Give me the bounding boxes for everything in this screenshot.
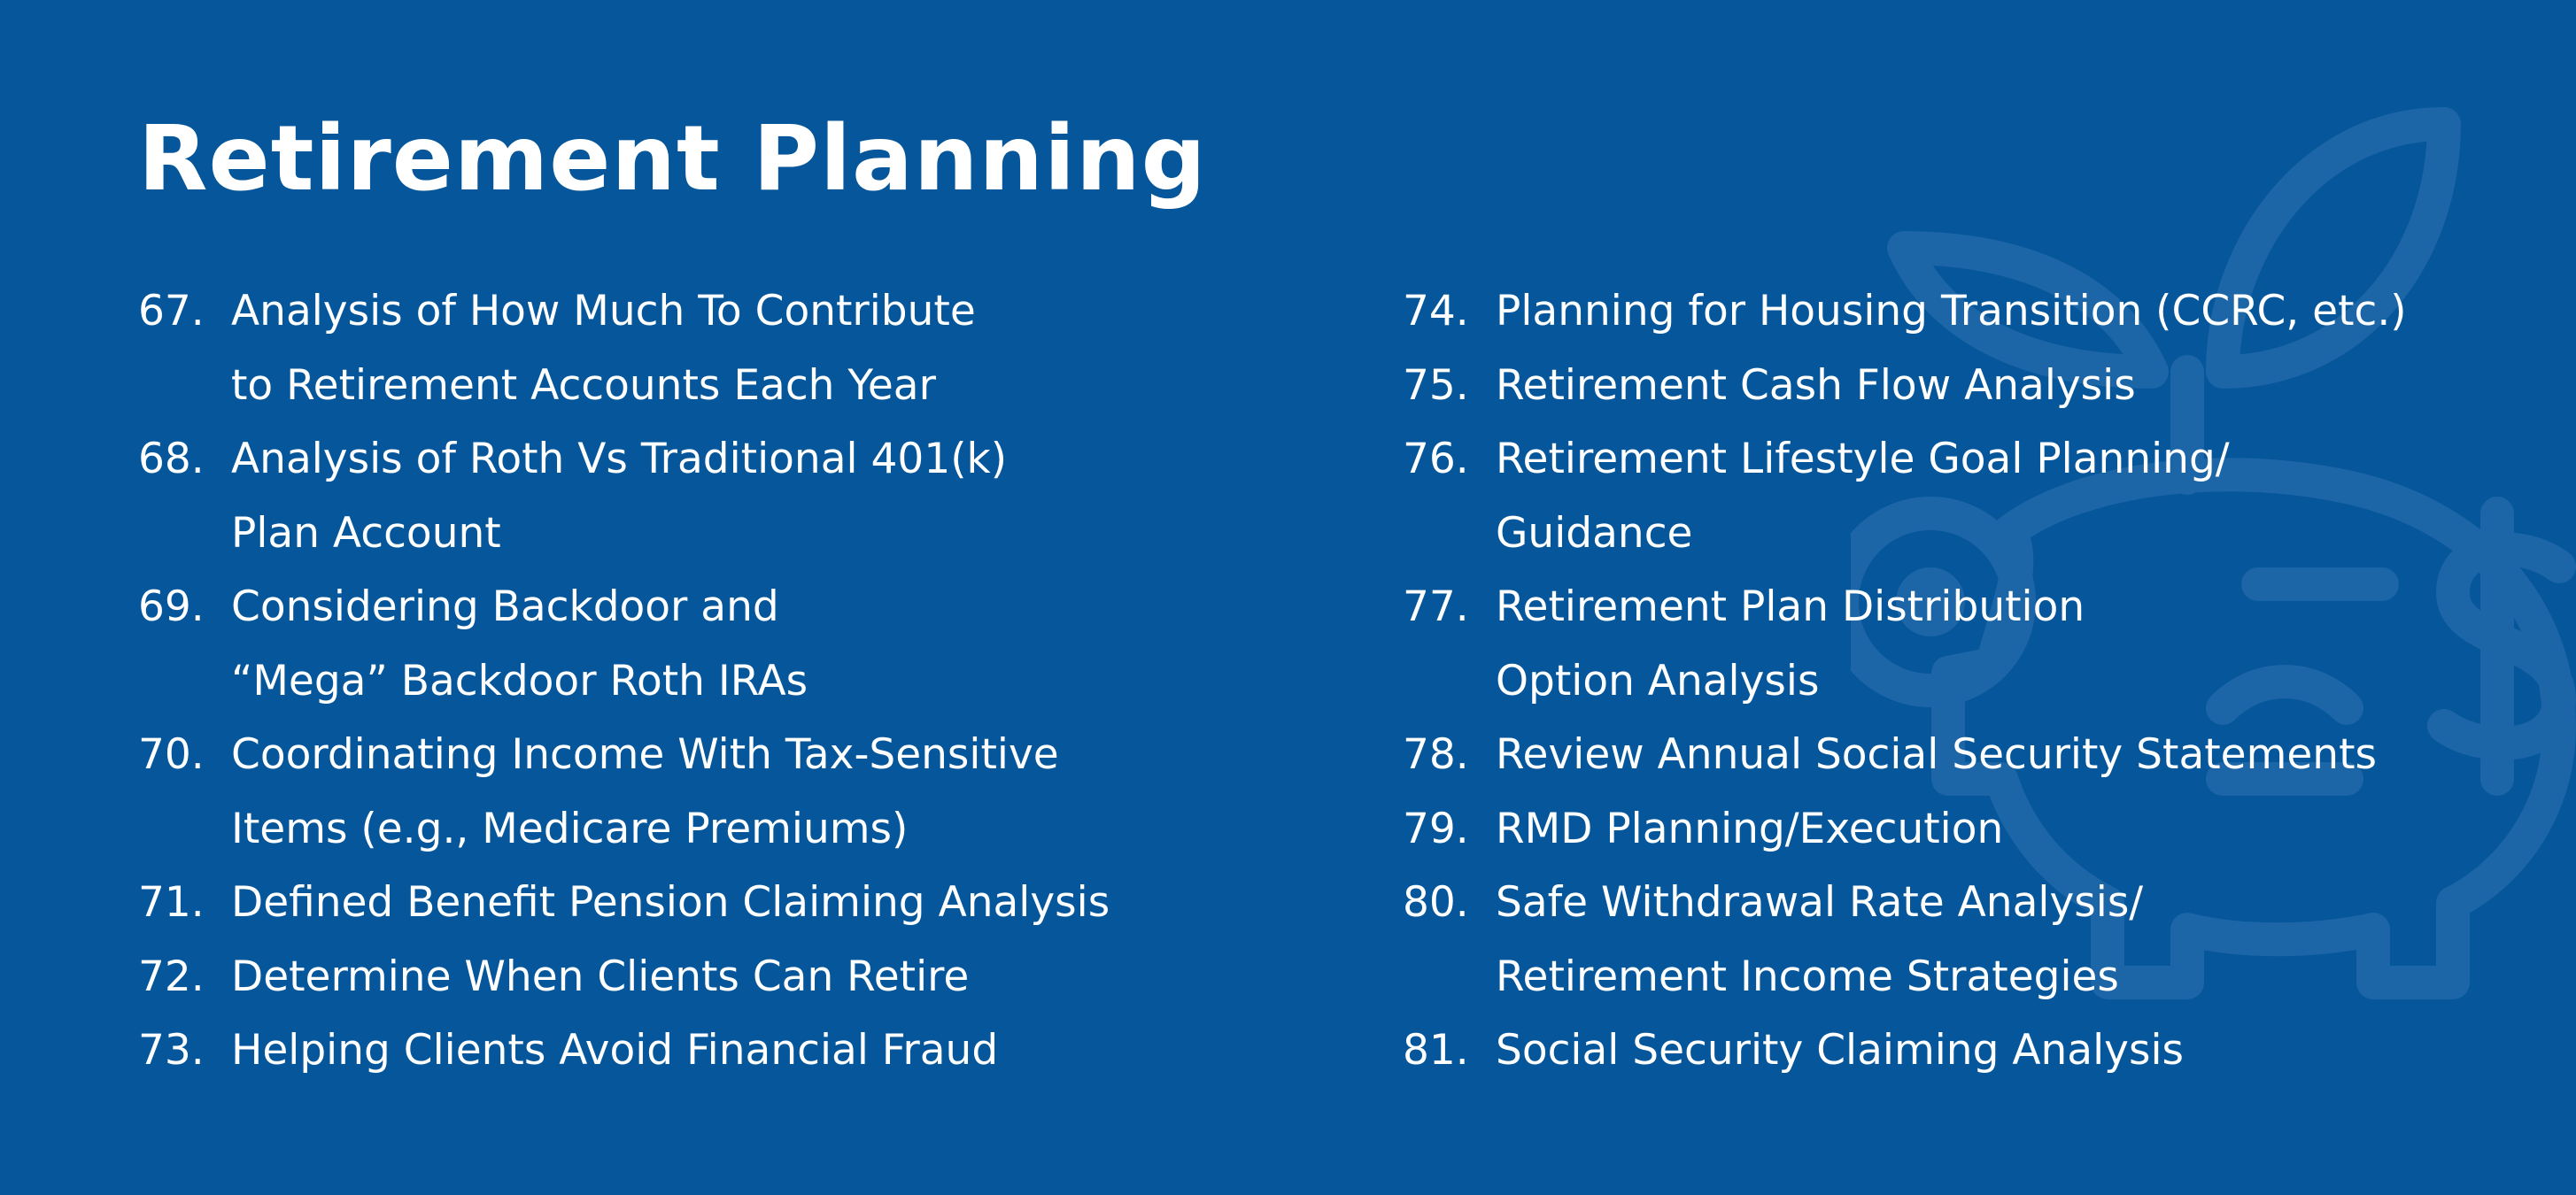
item-text: Helping Clients Avoid Financial Fraud (231, 1026, 999, 1075)
item-number: 72. (138, 952, 205, 1001)
item-number: 79. (1403, 804, 1469, 853)
item-text: Retirement Lifestyle Goal Planning/ (1496, 435, 2230, 483)
item-number: 67. (138, 287, 205, 335)
list-item-75 (1403, 349, 2407, 423)
item-number: 81. (1403, 1026, 1469, 1075)
item-number: 71. (138, 878, 205, 927)
list-item-74 (1403, 274, 2407, 349)
item-text: Considering Backdoor and (231, 582, 779, 631)
item-number: 80. (1403, 878, 1469, 927)
item-text: Planning for Housing Transition (CCRC, etc.) (1496, 287, 2407, 335)
item-number: 73. (138, 1026, 205, 1075)
list-item-73 (138, 1014, 1110, 1088)
item-text: Guidance (1496, 508, 1693, 558)
list-item-79 (1403, 792, 2407, 867)
list-item-80 (1403, 866, 2407, 1014)
item-number: 77. (1403, 582, 1469, 631)
item-number: 76. (1403, 435, 1469, 483)
item-number: 78. (1403, 730, 1469, 779)
item-text: Social Security Claiming Analysis (1496, 1026, 2185, 1075)
list-item-81 (1403, 1014, 2407, 1088)
item-text: Analysis of Roth Vs Traditional 401(k) (231, 435, 1008, 483)
item-text: Retirement Plan Distribution (1496, 582, 2085, 631)
list-item-71 (138, 866, 1110, 940)
left-column-list (138, 274, 1110, 1088)
item-number: 69. (138, 582, 205, 631)
item-text: Plan Account (231, 508, 501, 558)
list-item-67 (138, 274, 1110, 422)
right-column-list (1403, 274, 2407, 1088)
item-text: Analysis of How Much To Contribute (231, 287, 976, 335)
item-text: to Retirement Accounts Each Year (231, 360, 936, 410)
item-text: Review Annual Social Security Statements (1496, 730, 2377, 779)
item-text: Coordinating Income With Tax-Sensitive (231, 730, 1059, 779)
list-item-76 (1403, 422, 2407, 570)
item-number: 74. (1403, 287, 1469, 335)
list-item-77 (1403, 570, 2407, 718)
item-text: RMD Planning/Execution (1496, 804, 2004, 853)
item-text: Option Analysis (1496, 656, 1820, 705)
item-number: 70. (138, 730, 205, 779)
item-text: Retirement Income Strategies (1496, 952, 2119, 1001)
page-title: Retirement Planning (138, 106, 1207, 212)
item-text: Determine When Clients Can Retire (231, 952, 970, 1001)
item-number: 68. (138, 435, 205, 483)
list-item-70 (138, 718, 1110, 866)
item-text: Retirement Cash Flow Analysis (1496, 360, 2136, 410)
list-item-68 (138, 422, 1110, 570)
list-item-69 (138, 570, 1110, 718)
item-text: Items (e.g., Medicare Premiums) (231, 804, 909, 853)
item-number: 75. (1403, 360, 1469, 410)
list-item-72 (138, 940, 1110, 1014)
list-item-78 (1403, 718, 2407, 792)
item-text: Defined Benefit Pension Claiming Analysis (231, 878, 1110, 927)
item-text: “Mega” Backdoor Roth IRAs (231, 656, 808, 705)
item-text: Safe Withdrawal Rate Analysis/ (1496, 878, 2144, 927)
